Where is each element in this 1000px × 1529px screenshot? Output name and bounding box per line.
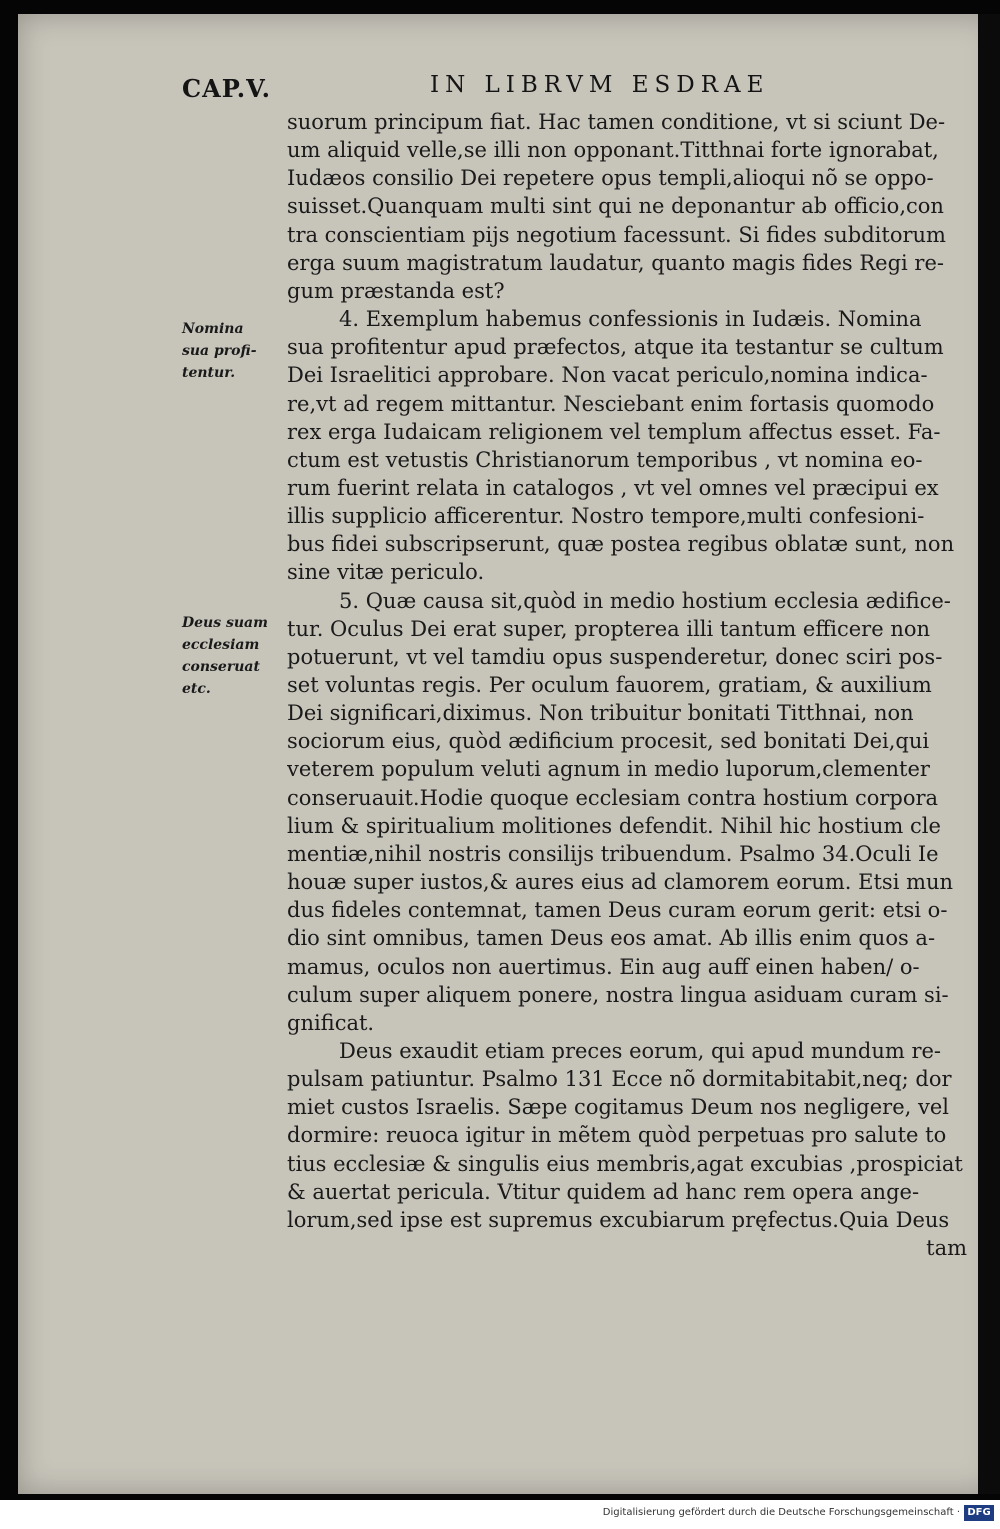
- text-line: conseruauit.Hodie quoque ecclesiam contra hostium corpora: [287, 785, 939, 810]
- margin-note-line: Nomina: [182, 321, 244, 337]
- text-line: veterem populum veluti agnum in medio luporum,clementer: [287, 757, 930, 782]
- margin-note-line: ecclesiam: [182, 637, 260, 653]
- text-line: potuerunt, vt vel tamdiu opus suspenderetur, donec sciri pos-: [287, 644, 943, 669]
- text-line: sine vitæ periculo.: [287, 560, 485, 585]
- margin-note-line: Deus suam: [182, 615, 268, 631]
- text-line: 5. Quæ causa sit,quòd in medio hostium ecclesia ædifice-: [339, 588, 951, 613]
- text-line: gum præstanda est?: [287, 278, 505, 303]
- text-line: Dei significari,diximus. Non tribuitur bonitati Titthnai, non: [287, 701, 914, 726]
- margin-note-line: etc.: [182, 681, 211, 697]
- text-line: Dei Israelitici approbare. Non vacat periculo,nomina indica-: [287, 363, 928, 388]
- margin-note-line: tentur.: [182, 365, 236, 381]
- text-line: um aliquid velle,se illi non opponant.Titthnai forte ignorabat,: [287, 138, 939, 163]
- text-line: sua profitentur apud præfectos, atque ita testantur se cultum: [287, 335, 944, 360]
- text-line: tius ecclesiæ & singulis eius membris,agat excubias ,prospiciat: [287, 1151, 963, 1176]
- running-title: IN LIBRVM ESDRAE: [430, 72, 770, 98]
- text-line: tra conscientiam pijs negotium facessunt. Si fides subditorum: [287, 222, 946, 247]
- text-line: tam: [926, 1236, 967, 1260]
- margin-note-deus: [182, 612, 282, 700]
- chapter-heading: CAP.V.: [182, 74, 271, 103]
- text-line: tur. Oculus Dei erat super, propterea illi tantum efficere non: [287, 616, 931, 641]
- text-line: rum fuerint relata in catalogos , vt vel omnes vel præcipui ex: [287, 475, 939, 500]
- text-line: Iudæos consilio Dei repetere opus templi,alioqui nõ se oppo-: [287, 166, 934, 191]
- text-line: culum super aliquem ponere, nostra lingua asiduam curam si-: [287, 982, 949, 1007]
- text-line: set voluntas regis. Per oculum fauorem, gratiam, & auxilium: [287, 673, 932, 697]
- text-line: gnificat.: [287, 1010, 375, 1035]
- text-line: lorum,sed ipse est supremus excubiarum pręfectus.Quia Deus: [287, 1207, 950, 1232]
- text-line: suorum principum fiat. Hac tamen conditione, vt si sciunt De-: [287, 110, 946, 134]
- text-line: bus fidei subscripserunt, quæ postea regibus oblatæ sunt, non: [287, 532, 955, 557]
- text-line: rex erga Iudaicam religionem vel templum affectus esset. Fa-: [287, 419, 941, 444]
- text-line: dio sint omnibus, tamen Deus eos amat. Ab illis enim quos a-: [287, 926, 936, 951]
- book-spine-shadow: [978, 14, 1000, 1494]
- text-line: dormire: reuoca igitur in mẽtem quòd perpetuas pro salute to: [287, 1123, 947, 1148]
- text-line: lium & spiritualium molitiones defendit. Nihil hic hostium cle: [287, 813, 941, 838]
- funding-credit: Digitalisierung gefördert durch die Deutsche Forschungsgemeinschaft ·: [602, 1507, 960, 1518]
- text-line: 4. Exemplum habemus confessionis in Iudæis. Nomina: [339, 307, 922, 332]
- text-line: erga suum magistratum laudatur, quanto magis fides Regi re-: [287, 250, 944, 275]
- text-line: pulsam patiuntur. Psalmo 131 Ecce nõ dormitabitabit,neq; dor: [287, 1067, 952, 1092]
- margin-note-line: sua profi-: [182, 343, 257, 359]
- text-line: miet custos Israelis. Sæpe cogitamus Deum nos negligere, vel: [287, 1095, 949, 1120]
- text-line: ctum est vetustis Christianorum temporibus , vt nomina eo-: [287, 447, 923, 472]
- text-line: illis supplicio afficerentur. Nostro tempore,multi confesioni-: [287, 504, 925, 529]
- text-line: sociorum eius, quòd ædificium procesit, sed bonitati Dei,qui: [287, 729, 930, 754]
- margin-note-nomina: [182, 318, 282, 384]
- text-line: suisset.Quanquam multi sint qui ne deponantur ab officio,con: [287, 194, 944, 219]
- text-line: re,vt ad regem mittantur. Nesciebant enim fortasis quomodo: [287, 391, 935, 416]
- text-line: Deus exaudit etiam preces eorum, qui apud mundum re-: [339, 1038, 942, 1063]
- text-line: mentiæ,nihil nostris consilijs tribuendum. Psalmo 34.Oculi Ie: [287, 841, 939, 866]
- text-line: houæ super iustos,& aures eius ad clamorem eorum. Etsi mun: [287, 870, 954, 895]
- text-line: & auertat pericula. Vtitur quidem ad hanc rem opera ange-: [287, 1179, 920, 1204]
- margin-note-line: conseruat: [182, 659, 260, 675]
- text-line: dus fideles contemnat, tamen Deus curam eorum gerit: etsi o-: [287, 898, 948, 923]
- text-line: mamus, oculos non auertimus. Ein aug auff einen haben/ o-: [287, 954, 920, 979]
- dfg-logo: DFG: [964, 1505, 994, 1521]
